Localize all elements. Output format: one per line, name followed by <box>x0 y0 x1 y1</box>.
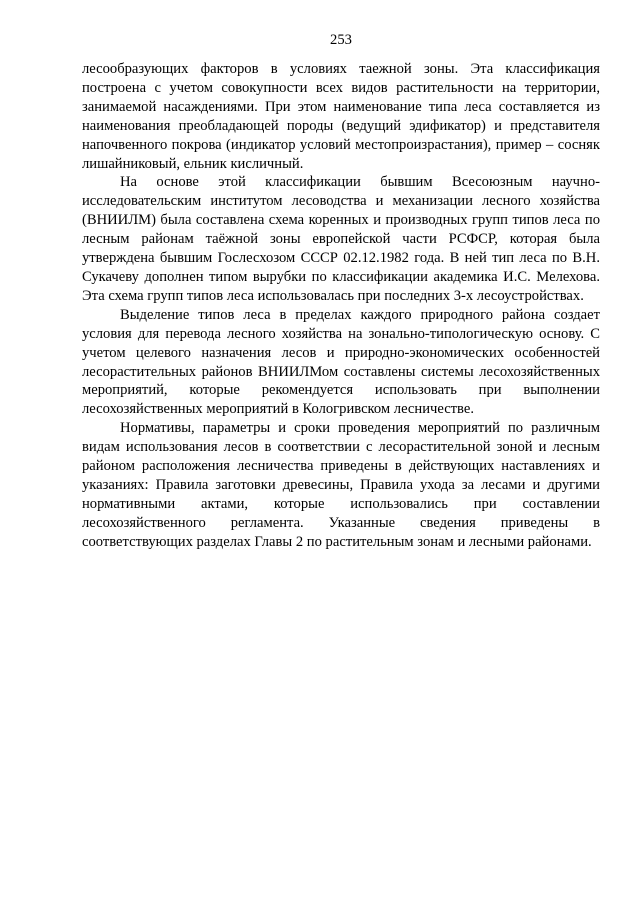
page-number: 253 <box>330 32 352 48</box>
paragraph-continuation: лесообразующих факторов в условиях таежной зоны. Эта классификация построена с учетом совокупности всех видов растительности на территории, занимаемой насаждениями. При этом наименование типа леса составляется из наименования преобладающей породы (ведущий эдификатор) и представителя напочвенного покрова (индикатор условий местопроизрастания), пример – сосняк лишайниковый, ельник кисличный. <box>82 61 600 172</box>
document-body <box>82 60 600 552</box>
paragraph-norms: Нормативы, параметры и сроки проведения мероприятий по различным видам использования лесов в соответствии с лесорастительной зоной и лесным районом расположения лесничества приведены в действующих наставлениях и указаниях: Правила заготовки древесины, Правила ухода за лесами и другими нормативными актами, которые использовались при составлении лесохозяйственного регламента. Указанные сведения приведены в соответствующих разделах Главы 2 по растительным зонам и лесными районами. <box>82 420 600 550</box>
paragraph-forest-types: Выделение типов леса в пределах каждого природного района создает условия для перевода лесного хозяйства на зонально-типологическую основу. С учетом целевого назначения лесов и природно-экономических особенностей лесорастительных районов ВНИИЛМом составлены системы лесохозяйственных мероприятий, которые рекомендуется использовать при выполнении лесохозяйственных мероприятий в Кологривском лесничестве. <box>82 306 600 418</box>
paragraph-vniilm-scheme: На основе этой классификации бывшим Всесоюзным научно-исследовательским институтом лесоводства и механизации лесного хозяйства (ВНИИЛМ) была составлена схема коренных и производных групп типов леса по лесным районам таёжной зоны европейской части РСФСР, которая была утверждена бывшим Гослесхозом СССР 02.12.1982 года. В ней тип леса по В.Н. Сукачеву дополнен типом вырубки по классификации академика И.С. Мелехова. Эта схема групп типов леса использовалась при последних 3-х лесоустройствах. <box>82 174 600 304</box>
